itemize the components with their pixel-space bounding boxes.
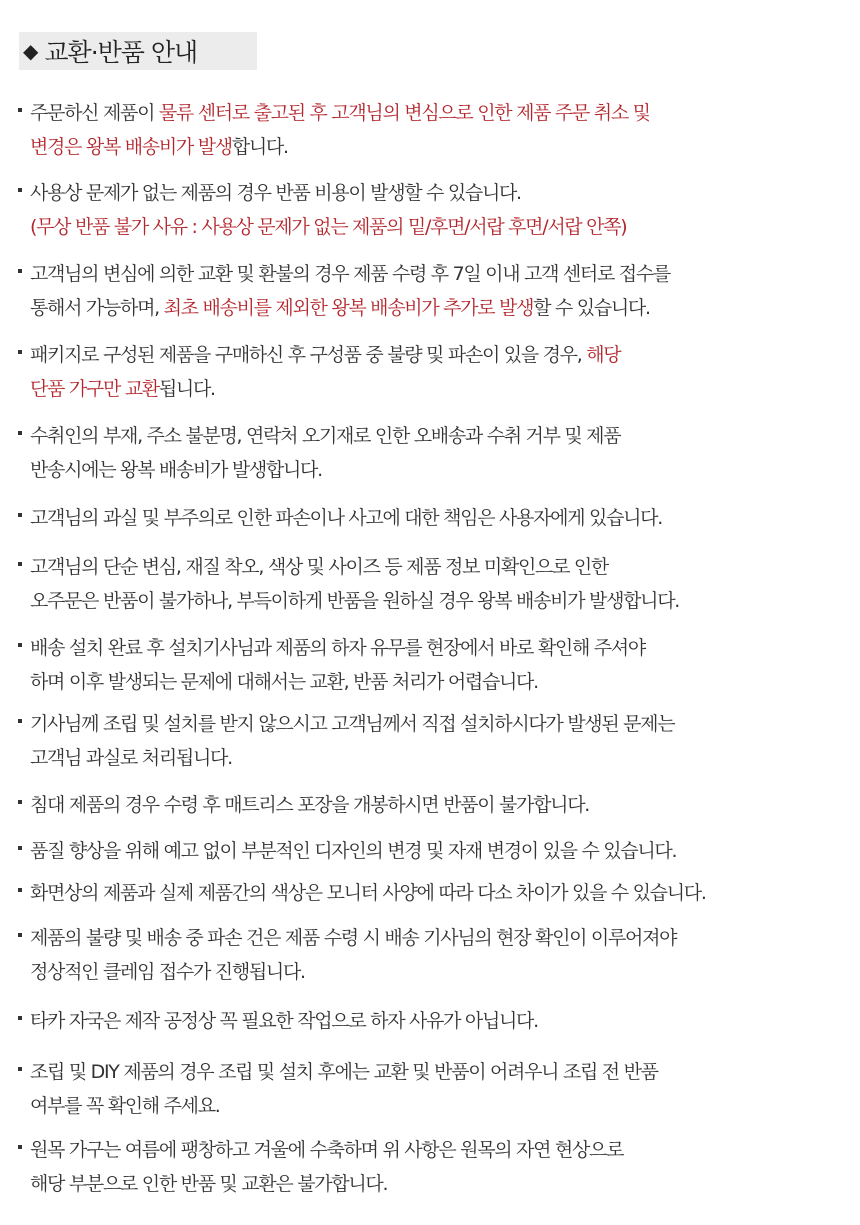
notice-line: 사용상 문제가 없는 제품의 경우 반품 비용이 발생할 수 있습니다.	[30, 182, 521, 204]
notice-line: 정상적인 클레임 접수가 진행됩니다.	[30, 961, 305, 983]
bullet-icon	[18, 719, 22, 723]
notice-item-change-of-mind	[18, 257, 860, 325]
notice-item-defect-claim	[18, 921, 860, 989]
notice-line: 반송시에는 왕복 배송비가 발생합니다.	[30, 459, 322, 481]
notice-item-mattress	[18, 788, 860, 822]
notice-item-package	[18, 338, 860, 406]
bullet-icon	[18, 108, 22, 112]
notice-item-color-difference	[18, 876, 860, 910]
notice-item-recipient	[18, 419, 860, 487]
diamond-icon: ◆	[23, 39, 39, 63]
notice-item-design-change	[18, 834, 860, 868]
bullet-icon	[18, 350, 22, 354]
notice-highlight: 물류 센터로 출고된 후 고객님의 변심으로 인한 제품 주문 취소 및	[158, 102, 650, 124]
notice-line: 고객님의 과실 및 부주의로 인한 파손이나 사고에 대한 책임은 사용자에게 있습니다.	[30, 507, 662, 529]
notice-text: 할 수 있습니다.	[533, 297, 650, 319]
bullet-icon	[18, 1016, 22, 1020]
notice-item-self-install	[18, 707, 860, 775]
notice-line	[18, 291, 860, 325]
notice-line: 수취인의 부재, 주소 불분명, 연락처 오기재로 인한 오배송과 수취 거부 및 제품	[30, 425, 621, 447]
notice-item-return-cost	[18, 176, 860, 244]
bullet-icon	[18, 269, 22, 273]
notice-highlight: 단품 가구만 교환	[30, 378, 159, 400]
notice-line: 해당 부분으로 인한 반품 및 교환은 불가합니다.	[30, 1173, 388, 1195]
notice-item-solid-wood	[18, 1133, 860, 1201]
notice-item-misorder	[18, 550, 860, 618]
bullet-icon	[18, 1067, 22, 1071]
notice-line: 배송 설치 완료 후 설치기사님과 제품의 하자 유무를 현장에서 바로 확인해 주셔야	[30, 637, 645, 659]
notice-text: 패키지로 구성된 제품을 구매하신 후 구성품 중 불량 및 파손이 있을 경우,	[30, 344, 587, 366]
notice-line: 기사님께 조립 및 설치를 받지 않으시고 고객님께서 직접 설치하시다가 발생된 문제는	[30, 713, 675, 735]
bullet-icon	[18, 1145, 22, 1149]
notice-line: 고객님 과실로 처리됩니다.	[30, 747, 232, 769]
notice-line: 타카 자국은 제작 공정상 꼭 필요한 작업으로 하자 사유가 아닙니다.	[30, 1010, 538, 1032]
bullet-icon	[18, 562, 22, 566]
notice-text: 통해서 가능하며,	[30, 297, 164, 319]
notice-highlight: 최초 배송비를 제외한 왕복 배송비가 추가로 발생	[163, 297, 534, 319]
bullet-icon	[18, 513, 22, 517]
notice-line: 제품의 불량 및 배송 중 파손 건은 제품 수령 시 배송 기사님의 현장 확인이 이루어져야	[30, 927, 677, 949]
notice-line: 하며 이후 발생되는 문제에 대해서는 교환, 반품 처리가 어렵습니다.	[30, 671, 538, 693]
notice-highlight: 변경은 왕복 배송비가 발생	[30, 136, 232, 158]
notice-line	[18, 338, 860, 372]
notice-item-installation-check	[18, 631, 860, 699]
notice-line: 여부를 꼭 확인해 주세요.	[30, 1095, 220, 1117]
bullet-icon	[18, 431, 22, 435]
notice-line: 고객님의 단순 변심, 재질 착오, 색상 및 사이즈 등 제품 정보 미확인으로 인한	[30, 556, 608, 578]
notice-line	[18, 130, 860, 164]
notice-item-tacker-marks	[18, 1004, 860, 1038]
bullet-icon	[18, 846, 22, 850]
notice-text: 됩니다.	[158, 378, 215, 400]
notice-line: 오주문은 반품이 불가하나, 부득이하게 반품을 원하실 경우 왕복 배송비가 발생합니다.	[30, 590, 680, 612]
notice-line: 고객님의 변심에 의한 교환 및 환불의 경우 제품 수령 후 7일 이내 고객 센터로 접수를	[30, 263, 670, 285]
notice-text: 합니다.	[231, 136, 288, 158]
notice-line: 원목 가구는 여름에 팽창하고 겨울에 수축하며 위 사항은 원목의 자연 현상으로	[30, 1139, 624, 1161]
notice-line: 품질 향상을 위해 예고 없이 부분적인 디자인의 변경 및 자재 변경이 있을 수 있습니다.	[30, 840, 677, 862]
notice-item-order-cancel	[18, 96, 860, 164]
notice-line	[18, 96, 860, 130]
notice-text: 주문하신 제품이	[30, 102, 159, 124]
bullet-icon	[18, 933, 22, 937]
bullet-icon	[18, 643, 22, 647]
notice-highlight: 해당	[586, 344, 621, 366]
notice-line: 조립 및 DIY 제품의 경우 조립 및 설치 후에는 교환 및 반품이 어려우니 조립 전 반품	[30, 1061, 658, 1083]
notice-item-negligence	[18, 501, 860, 535]
bullet-icon	[18, 888, 22, 892]
bullet-icon	[18, 800, 22, 804]
notice-line: 침대 제품의 경우 수령 후 매트리스 포장을 개봉하시면 반품이 불가합니다.	[30, 794, 590, 816]
notice-highlight: (무상 반품 불가 사유 : 사용상 문제가 없는 제품의 밑/후면/서랍 후면/서랍 안쪽)	[30, 216, 627, 238]
notice-line: 화면상의 제품과 실제 제품간의 색상은 모니터 사양에 따라 다소 차이가 있을 수 있습니다.	[30, 882, 706, 904]
notice-item-diy	[18, 1055, 860, 1123]
section-title: 교환·반품 안내	[44, 38, 198, 67]
notice-line	[18, 372, 860, 406]
bullet-icon	[18, 188, 22, 192]
